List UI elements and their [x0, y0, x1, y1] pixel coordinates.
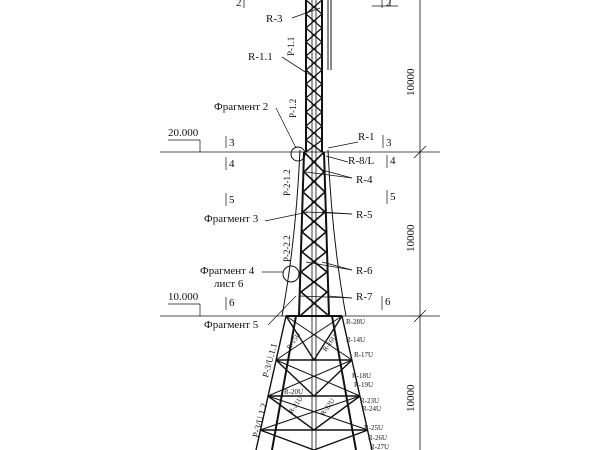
elevation-10: 10.000 — [168, 291, 199, 303]
label-r4: R-4 — [356, 174, 373, 186]
label-r18u: R-18U — [352, 372, 372, 380]
label-p3-u1-2: P-3/U.1.2 — [250, 402, 269, 439]
label-r24u: R-24U — [362, 405, 382, 413]
section-mark-6-left: 6 — [229, 297, 235, 309]
label-r28u: R-28U — [346, 318, 366, 326]
label-p1-2: P-1.2 — [288, 98, 298, 118]
label-fragment-3: Фрагмент 3 — [204, 213, 259, 225]
label-p2-1-2: P-2-1.2 — [282, 169, 292, 196]
label-r1: R-1 — [358, 131, 375, 143]
label-sheet-6: лист 6 — [214, 278, 244, 290]
label-r8l: R-8/L — [348, 155, 375, 167]
elevation-20: 20.000 — [168, 127, 199, 139]
label-r7: R-7 — [356, 291, 373, 303]
section-mark-4-right: 4 — [390, 155, 396, 167]
section-mark-3-left: 3 — [229, 137, 235, 149]
label-diag-16u: R-16U — [321, 332, 339, 354]
label-fragment-5: Фрагмент 5 — [204, 319, 259, 331]
dimension-top: 10000 — [405, 68, 417, 96]
section-mark-2-right: 2 — [386, 0, 392, 9]
dimension-middle: 10000 — [405, 224, 417, 252]
label-r3: R-3 — [266, 13, 283, 25]
label-p3-u1-1: P-3/U.1.1 — [260, 342, 279, 379]
label-r25u: R-25U — [364, 424, 384, 432]
label-r17u: R-17U — [354, 351, 374, 359]
label-diag-15u: R-15U — [285, 330, 303, 352]
section-mark-5-right: 5 — [390, 191, 396, 203]
section-mark-2-left: 2 — [236, 0, 242, 9]
label-p2-2-2: P-2-2.2 — [282, 235, 292, 262]
label-r6: R-6 — [356, 265, 373, 277]
label-r23u: R-23U — [360, 397, 380, 405]
label-fragment-2: Фрагмент 2 — [214, 101, 269, 113]
label-r26u: R-26U — [368, 434, 388, 442]
section-mark-3-right: 3 — [386, 137, 392, 149]
section-mark-4-left: 4 — [229, 158, 235, 170]
dimension-bottom: 10000 — [405, 384, 417, 412]
label-r27u: R-27U — [370, 443, 390, 450]
section-mark-6-right: 6 — [385, 296, 391, 308]
label-diag-21u: R-21U — [287, 394, 305, 416]
label-r20u: R-20U — [284, 388, 304, 396]
label-r14u: R-14U — [346, 336, 366, 344]
section-mark-5-left: 5 — [229, 194, 235, 206]
label-p1-1: P-1.1 — [286, 36, 296, 56]
label-fragment-4: Фрагмент 4 — [200, 265, 255, 277]
label-r19u: R-19U — [354, 381, 374, 389]
label-r1-1: R-1.1 — [248, 51, 273, 63]
label-r5: R-5 — [356, 209, 373, 221]
label-diag-22u: R-22U — [319, 396, 337, 418]
